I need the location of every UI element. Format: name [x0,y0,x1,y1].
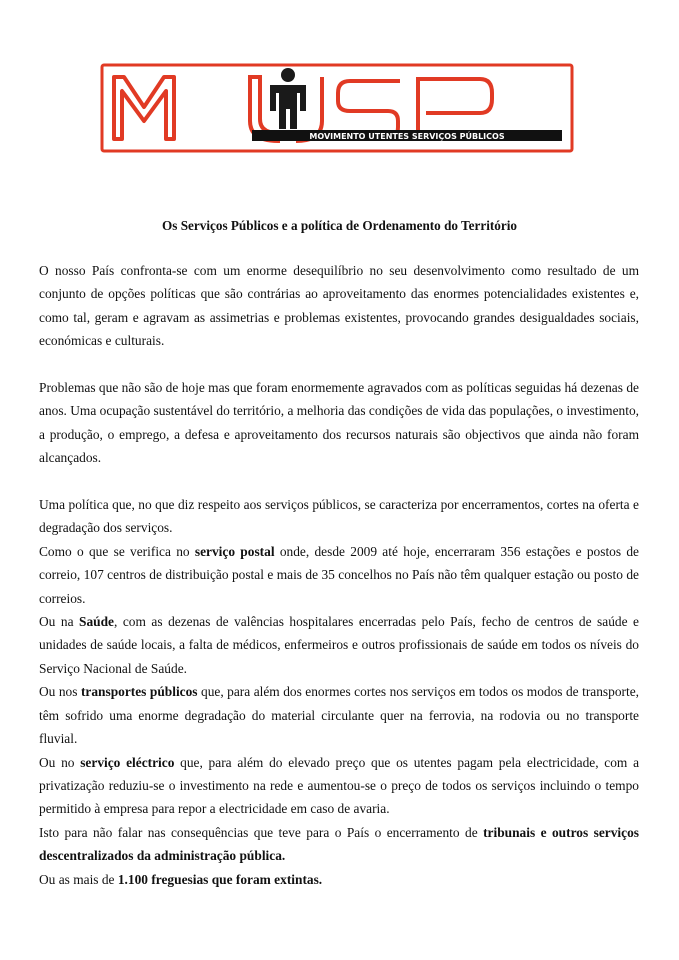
document-title: Os Serviços Públicos e a política de Ordenamento do Território [162,218,517,233]
document-body [39,259,639,891]
paragraph-3: Uma política que, no que diz respeito aos serviços públicos, se caracteriza por encerramentos, cortes na oferta e degradação dos serviços. [39,497,639,536]
paragraph-2: Problemas que não são de hoje mas que foram enormemente agravados com as políticas seguidas há dezenas de anos. Uma ocupação sustentável do território, a melhoria das condições de vida das populações, o investimento, a produção, o emprego, a defesa e aproveitamento dos recursos naturais são objectivos que ainda não foram alcançados. [39,380,639,466]
paragraph-saude: Ou na Saúde, com as dezenas de valências hospitalares encerradas pelo País, fecho de centros de saúde e unidades de saúde locais, a falta de médicos, enfermeiros e outros profissionais de saúde em todos os níveis do Serviço Nacional de Saúde. [39,614,639,676]
paragraph-transportes: Ou nos transportes públicos que, para além dos enormes cortes nos serviços em todos os modos de transporte, têm sofrido uma enorme degradação do material circulante quer na ferrovia, na rodovia ou no transporte fluvial. [39,684,639,747]
musp-logo-graphic [100,63,574,155]
musp-logo [100,63,574,155]
person-icon [270,68,306,129]
logo-tagline: MOVIMENTO UTENTES SERVIÇOS PÚBLICOS [309,132,505,141]
paragraph-freguesias: Ou as mais de 1.100 freguesias que foram extintas. [39,871,323,887]
paragraph-postal: Como o que se verifica no serviço postal onde, desde 2009 até hoje, encerraram 356 estações e postos de correio, 107 centros de distribuição postal e mais de 35 concelhos no País não têm qualquer estação ou posto de correios. [39,543,639,606]
paragraph-tribunais: Isto para não falar nas consequências que teve para o País o encerramento de tribunais e outros serviços descentralizados da administração pública. [39,824,639,864]
paragraph-electrico: Ou no serviço eléctrico que, para além do elevado preço que os utentes pagam pela electricidade, com a privatização reduziu-se o investimento na rede e aumentou-se o preço de todos os serviços incluindo o tempo permitido à empresa para repor a electricidade em caso de avaria. [39,754,640,817]
paragraph-1: O nosso País confronta-se com um enorme desequilíbrio no seu desenvolvimento como resultado de um conjunto de opções políticas que são contrárias ao aproveitamento das enormes potencialidades existentes e, como tal, geram e agravam as assimetrias e problemas existentes, provocando grandes desigualdades sociais, económicas e culturais. [39,263,639,349]
